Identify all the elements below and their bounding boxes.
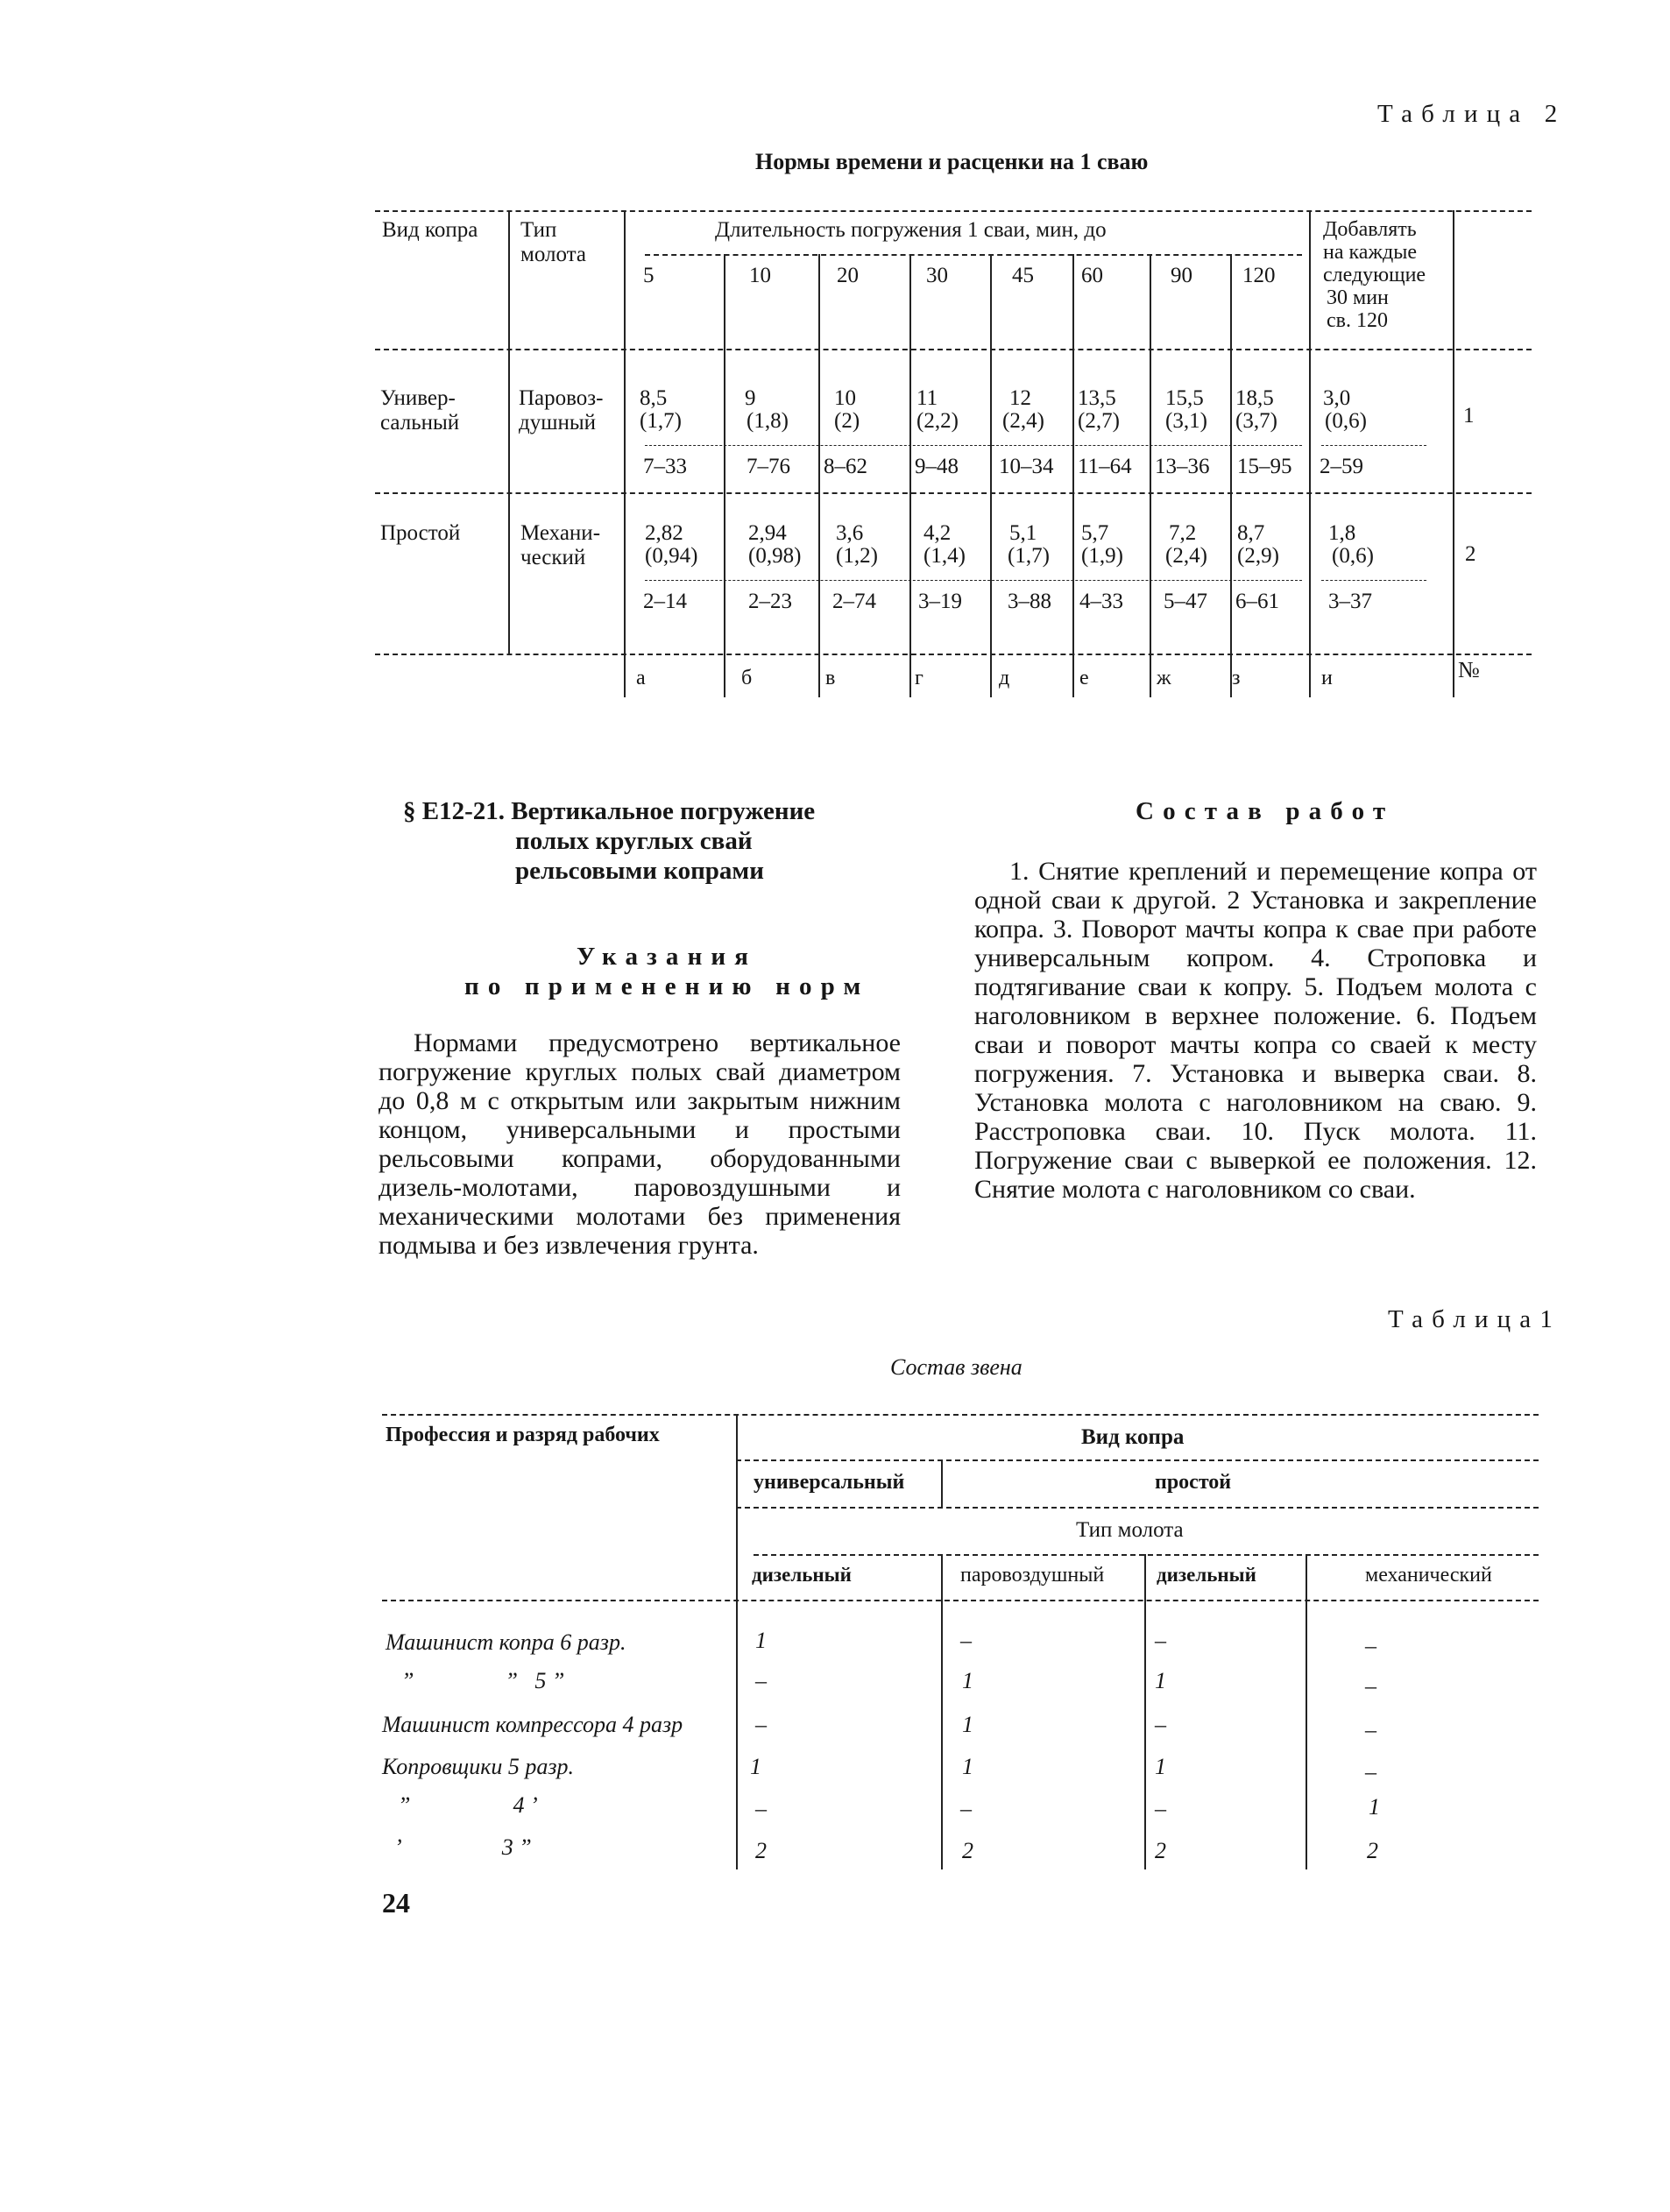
header-add-1: Добавлять [1323, 218, 1417, 241]
r1-time: 18,5 [1235, 386, 1274, 410]
r2-pay-add: (0,6) [1332, 544, 1374, 568]
footer-letter: д [999, 667, 1010, 689]
r1-pay: (2,7) [1078, 409, 1120, 433]
header-add-2: на каждые [1323, 241, 1418, 264]
r1-rate: 9–48 [915, 455, 959, 478]
row2-tip-1: Механи- [520, 521, 601, 545]
cell: – [960, 1628, 972, 1653]
instructions-heading-2: по применению норм [464, 972, 870, 1000]
r1-pay: (3,1) [1165, 409, 1207, 433]
header-vid-kopra: Вид копра [1081, 1425, 1185, 1449]
r1-pay-add: (0,6) [1325, 409, 1367, 433]
section-heading-3: рельсовыми копрами [515, 857, 764, 885]
cell: 1 [962, 1754, 973, 1779]
r1-time: 11 [916, 386, 938, 410]
cell: 1 [750, 1754, 761, 1779]
r2-time: 4,2 [923, 521, 952, 545]
col-head-90: 90 [1171, 264, 1192, 287]
r2-rate: 4–33 [1079, 590, 1123, 613]
r2-time: 7,2 [1169, 521, 1197, 545]
row1-tip-2: душный [519, 411, 597, 435]
cell: 1 [1369, 1794, 1380, 1820]
footer-letter: г [915, 667, 923, 689]
r2-pay: (1,9) [1081, 544, 1123, 568]
row1-tip-1: Паровоз- [519, 386, 604, 410]
col-head-10: 10 [749, 264, 771, 287]
r1-rate: 15–95 [1237, 455, 1292, 478]
cell: – [1365, 1717, 1376, 1742]
col-head-mechanical: механический [1365, 1564, 1492, 1587]
footer-letter: ж [1157, 667, 1171, 689]
cell: – [1155, 1796, 1166, 1821]
cell: 1 [1155, 1668, 1166, 1693]
header-tip-molota-2: молота [520, 243, 586, 266]
header-universal: универсальный [754, 1471, 905, 1494]
r1-pay: (1,8) [747, 409, 789, 433]
header-duration: Длительность погружения 1 сваи, мин, до [715, 218, 1107, 242]
r2-pay: (0,94) [645, 544, 698, 568]
r2-rate: 2–23 [748, 590, 792, 613]
cell: – [1365, 1633, 1376, 1658]
r2-time: 2,94 [748, 521, 787, 545]
r2-rate: 6–61 [1235, 590, 1279, 613]
r1-pay: (3,7) [1235, 409, 1277, 433]
footer-letter: в [825, 667, 836, 689]
cell: – [755, 1796, 767, 1821]
row-name: ’ 3 ” [394, 1834, 532, 1860]
footer-letter: б [741, 667, 753, 689]
cell: 2 [962, 1838, 973, 1863]
r1-rate: 7–33 [643, 455, 687, 478]
row1-vid-2: сальный [380, 411, 460, 435]
header-simple: простой [1155, 1471, 1232, 1494]
footer-number-sign: № [1458, 657, 1480, 682]
cell: 2 [755, 1838, 767, 1863]
cell: – [1365, 1759, 1376, 1784]
r1-pay: (1,7) [640, 409, 682, 433]
r1-rate-add: 2–59 [1320, 455, 1363, 478]
cell: – [1155, 1628, 1166, 1653]
footer-letter: и [1321, 667, 1333, 689]
col-head-45: 45 [1012, 264, 1034, 287]
r1-rate: 8–62 [824, 455, 867, 478]
cell: 1 [962, 1668, 973, 1693]
r1-rate: 10–34 [999, 455, 1054, 478]
row2-vid: Простой [380, 521, 461, 545]
r1-rate: 13–36 [1155, 455, 1210, 478]
table2-label: Таблица 2 [1377, 100, 1567, 128]
r1-time: 8,5 [640, 386, 668, 410]
header-profession: Профессия и разряд рабочих [386, 1424, 660, 1446]
r2-pay: (2,4) [1165, 544, 1207, 568]
footer-letter: з [1232, 667, 1241, 689]
header-add-3: следующие [1323, 264, 1426, 286]
r1-time: 10 [834, 386, 856, 410]
row2-tip-2: ческий [520, 546, 586, 569]
row-name: ” 4 ’ [398, 1792, 538, 1818]
r1-time-add: 3,0 [1323, 386, 1351, 410]
r1-rate: 11–64 [1078, 455, 1132, 478]
r2-rate: 5–47 [1164, 590, 1207, 613]
col-head-steam-air: паровоздушный [960, 1564, 1105, 1587]
r2-rate: 3–88 [1008, 590, 1051, 613]
table1-label: Таблица1 [1388, 1305, 1561, 1333]
header-vid-kopra: Вид копра [382, 218, 478, 242]
header-add-4: 30 мин [1327, 286, 1389, 309]
r1-time: 13,5 [1078, 386, 1116, 410]
r2-pay: (1,4) [923, 544, 966, 568]
cell: – [1155, 1712, 1166, 1737]
row-name: Машинист копра 6 разр. [386, 1629, 626, 1655]
page-number: 24 [382, 1887, 410, 1919]
cell: 1 [755, 1628, 767, 1653]
r2-time-add: 1,8 [1328, 521, 1356, 545]
cell: – [755, 1712, 767, 1737]
work-composition-heading: Состав работ [1136, 797, 1395, 825]
cell: 1 [962, 1712, 973, 1737]
cell: 2 [1155, 1838, 1166, 1863]
r2-rate: 3–19 [918, 590, 962, 613]
row1-num: 1 [1463, 404, 1475, 428]
work-composition-text: 1. Снятие креплений и перемещение копра от одной сваи к другой. 2 Установка и закрепление копра. 3. Поворот мачты копра к свае при работе универсальным копром. 4. Строповка и подтягивание сваи к копру. 5. Подъем молота с наголовником в верхнее положение. 6. Подъем сваи и поворот мачты копра со сваей к месту погружения. 7. Установка и выверка сваи. 8. Установка молота с наголовником на сваю. 9. Расстроповка сваи. 10. Пуск молота. 11. Погружение сваи с выверкой ее положения. 12. Снятие молота с наголовником со сваи. [974, 857, 1537, 1204]
cell: 1 [1155, 1754, 1166, 1779]
col-head-5: 5 [643, 264, 655, 287]
r1-pay: (2) [834, 409, 860, 433]
col-head-120: 120 [1242, 264, 1276, 287]
header-tip-molota: Тип молота [1076, 1518, 1184, 1542]
r2-pay: (0,98) [748, 544, 802, 568]
cell: – [755, 1668, 767, 1693]
cell: – [1365, 1673, 1376, 1699]
row1-vid-1: Универ- [380, 386, 456, 410]
cell: 2 [1367, 1838, 1378, 1863]
r2-time: 5,1 [1009, 521, 1037, 545]
footer-letter: е [1079, 667, 1089, 689]
col-head-diesel: дизельный [752, 1564, 852, 1586]
row-name: Копровщики 5 разр. [382, 1754, 574, 1779]
r2-time: 5,7 [1081, 521, 1109, 545]
r1-pay: (2,4) [1002, 409, 1044, 433]
row-name: ” ” 5 ” [401, 1668, 565, 1693]
r2-pay: (1,7) [1008, 544, 1050, 568]
table2-title: Нормы времени и расценки на 1 сваю [755, 149, 1149, 174]
r2-rate: 2–74 [832, 590, 876, 613]
instructions-heading-1: Указания [577, 943, 758, 971]
r1-pay: (2,2) [916, 409, 959, 433]
r2-pay: (1,2) [836, 544, 878, 568]
r2-time: 3,6 [836, 521, 864, 545]
col-head-60: 60 [1081, 264, 1103, 287]
r1-rate: 7–76 [747, 455, 790, 478]
section-heading-2: полых круглых свай [515, 827, 753, 855]
header-add-5: св. 120 [1327, 309, 1388, 332]
r2-time: 8,7 [1237, 521, 1265, 545]
r2-rate: 2–14 [643, 590, 687, 613]
r1-time: 15,5 [1165, 386, 1204, 410]
col-head-diesel: дизельный [1157, 1564, 1256, 1586]
row2-num: 2 [1465, 542, 1476, 566]
r1-time: 9 [745, 386, 756, 410]
table1-title: Состав звена [890, 1354, 1023, 1380]
r2-time: 2,82 [645, 521, 683, 545]
footer-letter: а [636, 667, 646, 689]
section-heading-1: § Е12-21. Вертикальное погружение [403, 797, 816, 825]
col-head-30: 30 [926, 264, 948, 287]
r2-rate-add: 3–37 [1328, 590, 1372, 613]
header-tip-molota-1: Тип [520, 218, 557, 242]
r1-time: 12 [1009, 386, 1031, 410]
instructions-text: Нормами предусмотрено вертикальное погружение круглых полых свай диаметром до 0,8 м с открытым или закрытым нижним концом, универсальными и простыми рельсовыми копрами, оборудованными дизель-молотами, паровоздушными и механическими молотами без применения подмыва и без извлечения грунта. [379, 1028, 901, 1260]
col-head-20: 20 [837, 264, 859, 287]
r2-pay: (2,9) [1237, 544, 1279, 568]
row-name: Машинист компрессора 4 разр [382, 1712, 683, 1737]
cell: – [960, 1796, 972, 1821]
